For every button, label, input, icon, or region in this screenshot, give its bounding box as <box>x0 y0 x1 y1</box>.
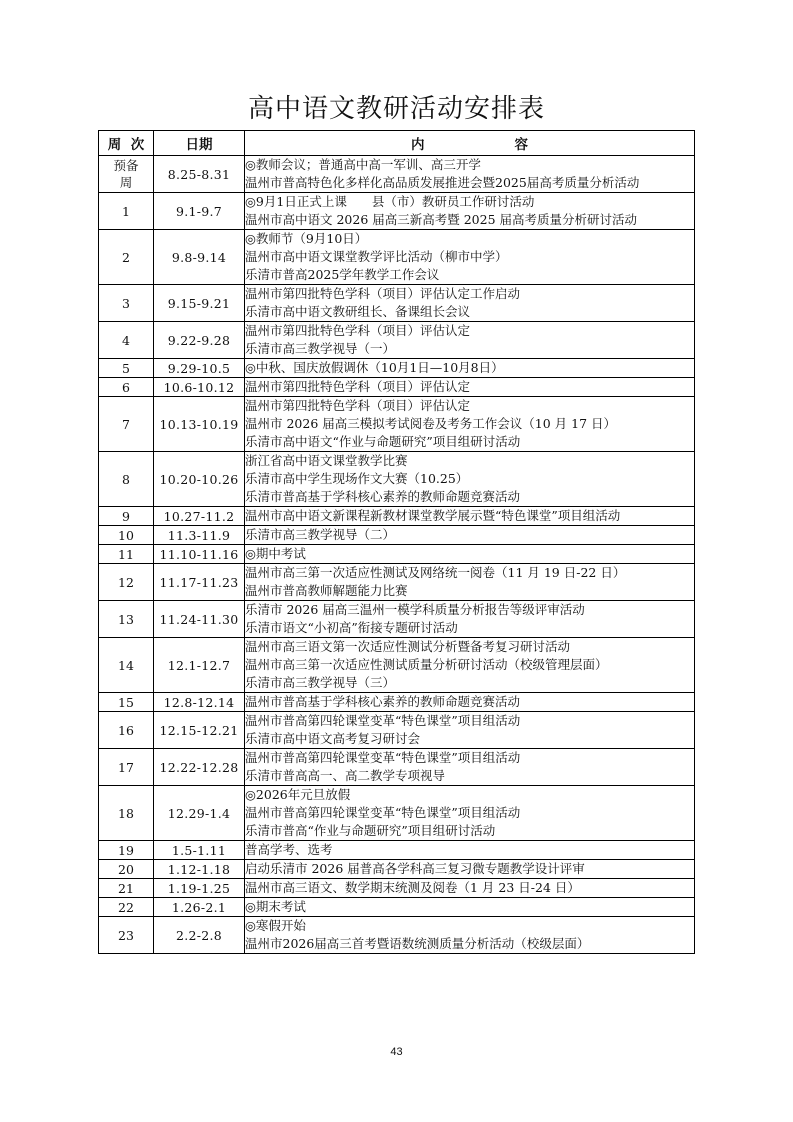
content-line: 乐清市高三教学视导（二） <box>245 527 396 542</box>
table-row <box>99 860 695 879</box>
date-cell: 1.5-1.11 <box>154 841 245 860</box>
header-week: 周 次 <box>99 131 154 156</box>
content-line: 温州市2026届高三首考暨语数统测质量分析活动（校级层面） <box>245 936 590 951</box>
header-content-part-b: 容 <box>514 137 528 153</box>
date-cell: 12.8-12.14 <box>154 693 245 712</box>
content-line: 乐清市高三教学视导（三） <box>245 675 396 690</box>
content-cell <box>245 230 695 285</box>
table-row <box>99 359 695 378</box>
date-cell: 2.2-2.8 <box>154 917 245 954</box>
content-line: 温州市 2026 届高三模拟考试阅卷及考务工作会议（10 月 17 日） <box>245 416 616 431</box>
week-cell: 15 <box>99 693 154 712</box>
content-line: 乐清市高中学生现场作文大赛（10.25） <box>245 471 469 486</box>
week-cell: 7 <box>99 397 154 452</box>
table-row <box>99 526 695 545</box>
content-line: 乐清市高中语文“作业与命题研究”项目组研讨活动 <box>245 434 521 449</box>
content-cell <box>245 917 695 954</box>
content-cell <box>245 693 695 712</box>
week-cell: 1 <box>99 193 154 230</box>
week-cell: 8 <box>99 452 154 507</box>
content-cell <box>245 638 695 693</box>
content-cell <box>245 359 695 378</box>
table-row <box>99 917 695 954</box>
week-cell: 16 <box>99 712 154 749</box>
table-row <box>99 564 695 601</box>
content-line: 温州市高三语文、数学期末统测及阅卷（1 月 23 日-24 日） <box>245 880 580 895</box>
week-cell: 14 <box>99 638 154 693</box>
content-line: 乐清市普高2025学年教学工作会议 <box>245 267 440 282</box>
week-cell: 11 <box>99 545 154 564</box>
content-cell <box>245 156 695 193</box>
content-line: 普高学考、选考 <box>245 842 333 857</box>
content-line: ◎教师会议；普通高中高一军训、高三开学 <box>245 157 481 172</box>
date-cell: 9.8-9.14 <box>154 230 245 285</box>
content-cell <box>245 397 695 452</box>
content-cell <box>245 545 695 564</box>
content-line: ◎教师节（9月10日） <box>245 231 368 246</box>
content-cell <box>245 285 695 322</box>
table-row <box>99 230 695 285</box>
content-line: 启动乐清市 2026 届普高各学科高三复习微专题教学设计评审 <box>245 861 585 876</box>
table-row <box>99 193 695 230</box>
date-cell: 10.13-10.19 <box>154 397 245 452</box>
content-cell <box>245 193 695 230</box>
content-line: 乐清市普高基于学科核心素养的教师命题竞赛活动 <box>245 489 521 504</box>
content-line: ◎9月1日正式上课 县（市）教研员工作研讨活动 <box>245 194 535 209</box>
table-body <box>99 156 695 954</box>
content-cell <box>245 601 695 638</box>
table-row <box>99 397 695 452</box>
content-cell <box>245 507 695 526</box>
table-row <box>99 452 695 507</box>
content-line: 温州市普高教师解题能力比赛 <box>245 583 408 598</box>
content-cell <box>245 322 695 359</box>
date-cell: 9.15-9.21 <box>154 285 245 322</box>
content-line: 温州市第四批特色学科（项目）评估认定 <box>245 398 471 413</box>
content-line: ◎寒假开始 <box>245 918 306 933</box>
content-cell <box>245 564 695 601</box>
content-line: 温州市高中语文 2026 届高三新高考暨 2025 届高考质量分析研讨活动 <box>245 212 638 227</box>
week-cell: 9 <box>99 507 154 526</box>
content-line: 浙江省高中语文课堂教学比赛 <box>245 453 408 468</box>
table-row <box>99 601 695 638</box>
date-cell: 10.27-11.2 <box>154 507 245 526</box>
table-row <box>99 545 695 564</box>
content-line: ◎期中考试 <box>245 546 306 561</box>
week-cell: 4 <box>99 322 154 359</box>
content-line: 温州市第四批特色学科（项目）评估认定 <box>245 323 471 338</box>
date-cell: 12.1-12.7 <box>154 638 245 693</box>
date-cell: 1.19-1.25 <box>154 879 245 898</box>
table-row <box>99 322 695 359</box>
table-row <box>99 786 695 841</box>
date-cell: 12.15-12.21 <box>154 712 245 749</box>
week-cell: 6 <box>99 378 154 397</box>
date-cell: 9.29-10.5 <box>154 359 245 378</box>
content-line: ◎中秋、国庆放假调休（10月1日—10月8日） <box>245 360 504 375</box>
content-cell <box>245 452 695 507</box>
week-cell: 17 <box>99 749 154 786</box>
content-cell <box>245 786 695 841</box>
date-cell: 10.20-10.26 <box>154 452 245 507</box>
content-line: 温州市第四批特色学科（项目）评估认定 <box>245 379 471 394</box>
content-cell <box>245 860 695 879</box>
content-line: ◎2026年元旦放假 <box>245 787 351 802</box>
content-line: 温州市普高特色化多样化高品质发展推进会暨2025届高考质量分析活动 <box>245 175 640 190</box>
content-cell <box>245 712 695 749</box>
date-cell: 12.22-12.28 <box>154 749 245 786</box>
table-row <box>99 898 695 917</box>
week-cell: 21 <box>99 879 154 898</box>
week-cell: 19 <box>99 841 154 860</box>
week-cell: 20 <box>99 860 154 879</box>
table-row <box>99 749 695 786</box>
table-row <box>99 638 695 693</box>
date-cell: 11.17-11.23 <box>154 564 245 601</box>
date-cell: 9.22-9.28 <box>154 322 245 359</box>
content-line: 乐清市高中语文教研组长、备课组长会议 <box>245 304 471 319</box>
header-content <box>245 131 695 156</box>
content-line: 乐清市普高“作业与命题研究”项目组研讨活动 <box>245 823 496 838</box>
table-row <box>99 879 695 898</box>
table-row <box>99 378 695 397</box>
table-row <box>99 507 695 526</box>
content-cell <box>245 879 695 898</box>
document-title: 高中语文教研活动安排表 <box>247 94 545 124</box>
date-cell: 10.6-10.12 <box>154 378 245 397</box>
week-cell: 预备 周 <box>99 156 154 193</box>
date-cell: 11.3-11.9 <box>154 526 245 545</box>
week-cell: 18 <box>99 786 154 841</box>
date-cell: 11.10-11.16 <box>154 545 245 564</box>
content-line: 乐清市高中语文高考复习研讨会 <box>245 731 421 746</box>
activity-schedule-table <box>98 130 695 954</box>
content-line: 乐清市普高高一、高二教学专项视导 <box>245 768 446 783</box>
table-row <box>99 841 695 860</box>
content-line: 温州市普高基于学科核心素养的教师命题竞赛活动 <box>245 694 521 709</box>
content-line: 温州市普高第四轮课堂变革“特色课堂”项目组活动 <box>245 750 521 765</box>
week-cell: 3 <box>99 285 154 322</box>
content-line: 温州市高三语文第一次适应性测试分析暨备考复习研讨活动 <box>245 639 571 654</box>
content-cell <box>245 526 695 545</box>
content-line: 乐清市高三教学视导（一） <box>245 341 396 356</box>
content-cell <box>245 841 695 860</box>
content-line: 温州市高中语文新课程新教材课堂教学展示暨“特色课堂”项目组活动 <box>245 508 621 523</box>
date-cell: 11.24-11.30 <box>154 601 245 638</box>
week-cell: 22 <box>99 898 154 917</box>
date-cell: 12.29-1.4 <box>154 786 245 841</box>
content-line: 温州市高三第一次适应性测试质量分析研讨活动（校级管理层面） <box>245 657 608 672</box>
content-cell <box>245 378 695 397</box>
week-cell: 10 <box>99 526 154 545</box>
table-row <box>99 712 695 749</box>
table-row <box>99 693 695 712</box>
table-row <box>99 156 695 193</box>
content-line: 乐清市语文“小初高”衔接专题研讨活动 <box>245 620 458 635</box>
week-cell: 2 <box>99 230 154 285</box>
table-row <box>99 285 695 322</box>
table-header-row <box>99 131 695 156</box>
week-cell: 12 <box>99 564 154 601</box>
content-cell <box>245 898 695 917</box>
date-cell: 8.25-8.31 <box>154 156 245 193</box>
content-cell <box>245 749 695 786</box>
date-cell: 1.26-2.1 <box>154 898 245 917</box>
header-content-part-a: 内 <box>411 137 425 153</box>
content-line: 温州市普高第四轮课堂变革“特色课堂”项目组活动 <box>245 805 521 820</box>
week-cell: 23 <box>99 917 154 954</box>
week-cell: 5 <box>99 359 154 378</box>
content-line: 乐清市 2026 届高三温州一模学科质量分析报告等级评审活动 <box>245 602 585 617</box>
date-cell: 9.1-9.7 <box>154 193 245 230</box>
content-line: 温州市第四批特色学科（项目）评估认定工作启动 <box>245 286 521 301</box>
page-number: 43 <box>390 1046 403 1058</box>
week-cell: 13 <box>99 601 154 638</box>
date-cell: 1.12-1.18 <box>154 860 245 879</box>
content-line: 温州市高中语文课堂教学评比活动（柳市中学） <box>245 249 508 264</box>
header-date: 日期 <box>154 131 245 156</box>
content-line: ◎期末考试 <box>245 899 306 914</box>
content-line: 温州市高三第一次适应性测试及网络统一阅卷（11 月 19 日-22 日） <box>245 565 626 580</box>
content-line: 温州市普高第四轮课堂变革“特色课堂”项目组活动 <box>245 713 521 728</box>
